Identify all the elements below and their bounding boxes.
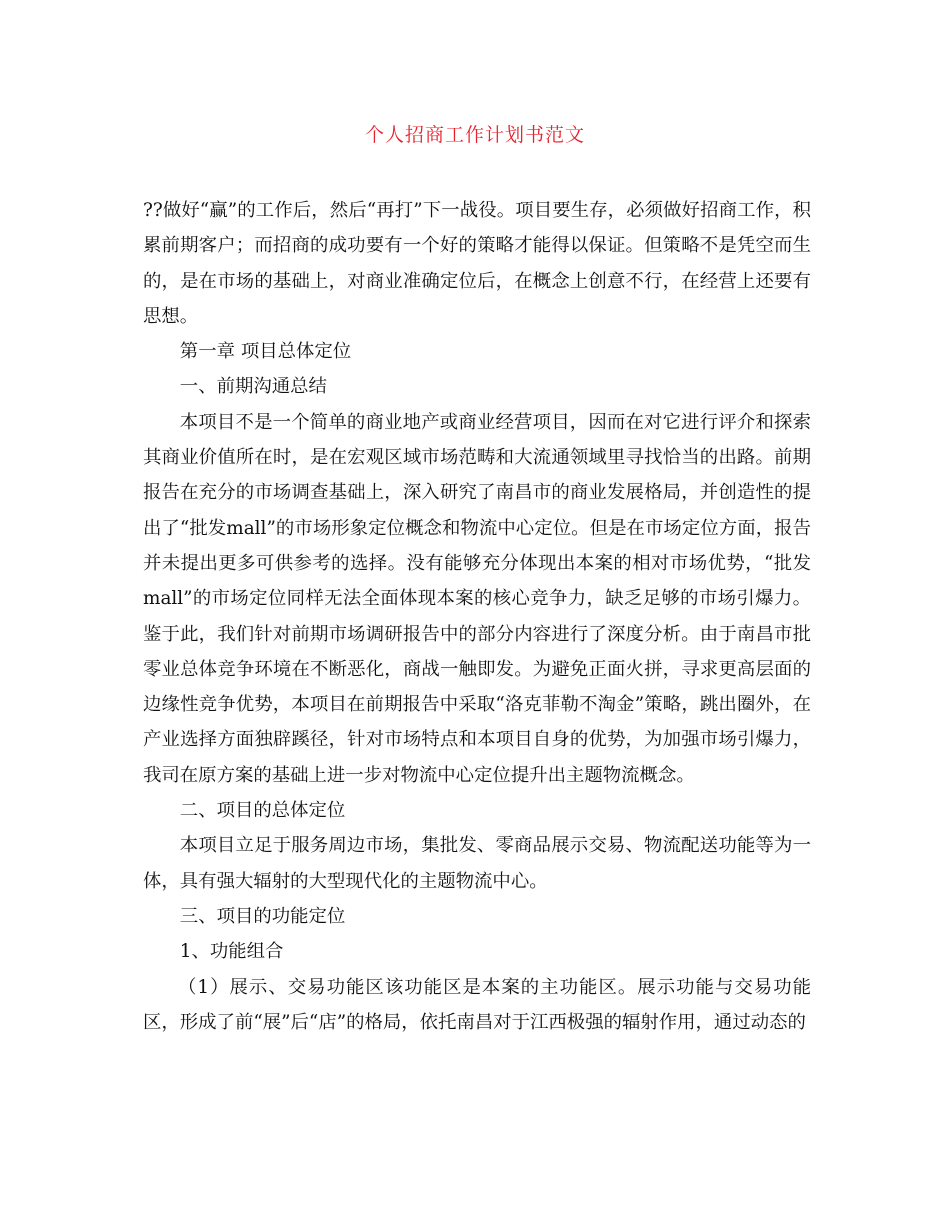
paragraph-summary: 本项目不是一个简单的商业地产或商业经营项目，因而在对它进行评介和探索其商业价值所在时，是在宏观区域市场范畴和大流通领域里寻找恰当的出路。前期报告在充分的市场调查基础上，深入研究了南昌市的商业发展格局，并创造性的提出了“批发mall”的市场形象定位概念和物流中心定位。但是在市场定位方面，报告并未提出更多可供参考的选择。没有能够充分体现出本案的相对市场优势，“批发mall”的市场定位同样无法全面体现本案的核心竞争力，缺乏足够的市场引爆力。鉴于此，我们针对前期市场调研报告中的部分内容进行了深度分析。由于南昌市批零业总体竞争环境在不断恶化，商战一触即发。为避免正面火拼，寻求更高层面的边缘性竞争优势，本项目在前期报告中采取“洛克菲勒不淘金”策略，跳出圈外，在产业选择方面独辟蹊径，针对市场特点和本项目自身的优势，为加强市场引爆力，我司在原方案的基础上进一步对物流中心定位提升出主题物流概念。 (143, 411, 811, 786)
document-body (143, 193, 811, 1040)
paragraph-positioning: 本项目立足于服务周边市场，集批发、零商品展示交易、物流配送功能等为一体，具有强大辐射的大型现代化的主题物流中心。 (143, 835, 811, 892)
document-title: 个人招商工作计划书范文 (364, 124, 585, 146)
section-heading-2: 二、项目的总体定位 (179, 800, 346, 822)
subsection-heading: 1、功能组合 (179, 941, 284, 963)
paragraph-function-area: （1）展示、交易功能区该功能区是本案的主功能区。展示功能与交易功能区，形成了前“展”后“店”的格局，依托南昌对于江西极强的辐射作用，通过动态的 (143, 976, 811, 1033)
chapter-heading: 第一章 项目总体定位 (179, 341, 352, 363)
paragraph-intro: ??做好“赢”的工作后，然后“再打”下一战役。项目要生存，必须做好招商工作，积累前期客户；而招商的成功要有一个好的策略才能得以保证。但策略不是凭空而生的，是在市场的基础上，对商业准确定位后，在概念上创意不行，在经营上还要有思想。 (143, 200, 811, 327)
section-heading-1: 一、前期沟通总结 (179, 376, 327, 398)
section-heading-3: 三、项目的功能定位 (179, 905, 346, 927)
